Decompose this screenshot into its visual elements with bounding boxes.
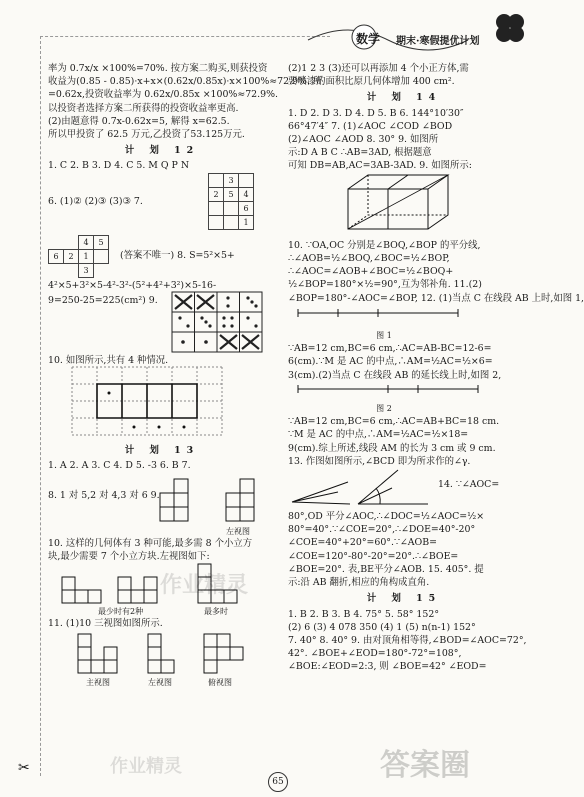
- answer-line: 示:沿 AB 翻折,相应的角构成直角.: [288, 577, 430, 589]
- cut-line-top: [40, 36, 330, 37]
- answer-line: 66°47′4″ 7. (1)∠AOC ∠COD ∠BOD: [288, 120, 453, 132]
- answer-line: 10. ∵OA,OC 分别是∠BOQ,∠BOP 的平分线,: [288, 239, 481, 251]
- view-caption: 最多时: [204, 607, 228, 617]
- section-title-12: 计 划 12: [124, 145, 200, 157]
- net-grid: [208, 173, 254, 231]
- angle-drawing: [288, 468, 438, 510]
- cube-net-figure-2: [48, 235, 276, 279]
- answer-line: 13. 作图如图所示,∠BCD 即为所求作的∠γ.: [288, 455, 471, 467]
- watermark-logo: 答案圈: [380, 748, 470, 783]
- answer-line: 1. A 2. A 3. C 4. D 5. -3 6. B 7.: [48, 460, 191, 472]
- cube-net-figure: [48, 173, 276, 235]
- answer-line: 1. C 2. B 3. D 4. C 5. M Q P N: [48, 160, 190, 172]
- intro-line: 以投资者选择方案二所获得的投资收益率更高.: [48, 102, 239, 114]
- answer-line: 10. 这样的几何体有 3 种可能,最多需 8 个小立方: [48, 537, 253, 549]
- grid-figure-10: [72, 367, 222, 437]
- watermark: 作业精灵: [110, 756, 182, 777]
- net-cell: 3: [224, 173, 239, 187]
- answer-line: 80°,OD 平分∠AOC,∴∠DOC=½∠AOC=½×: [288, 511, 485, 523]
- answer-line: ∵AB=12 cm,BC=6 cm,∴AC=AB-BC=12-6=: [288, 343, 492, 355]
- dice-figure: [48, 292, 276, 354]
- answer-line: 可知 DB=AB,AC=3AB-3AD. 9. 如图所示:: [288, 160, 472, 172]
- view-caption-left: 左视图: [148, 678, 172, 688]
- answer-line: ∴∠AOB=½∠BOQ,∠BOC=½∠BOP,: [288, 253, 450, 265]
- header-title: 期末·寒假提优计划: [396, 36, 480, 47]
- answer-line: ∠BOP=180°-∠AOC=∠BOP, 12. (1)当点 C 在线段 AB 上时,如图 1,: [288, 292, 584, 304]
- intro-line: =0.62x,投资收益率为 0.62x/0.85x ×100%≈72.9%.: [48, 89, 278, 101]
- scissors-icon: ✂: [18, 760, 30, 776]
- figure-caption-2: 图 2: [376, 404, 392, 414]
- right-column: [288, 62, 584, 674]
- net-cell: 2: [209, 187, 224, 201]
- answer-line: 9=250-25=225(cm²) 9.: [48, 294, 158, 306]
- clover-icon: [492, 10, 528, 46]
- page-header: [308, 10, 528, 54]
- answer-line: (2) 6 (3) 4 078 350 (4) 1 (5) n(n-1) 152°: [288, 621, 476, 633]
- intro-line: 率为 0.7x/x ×100%=70%. 按方案二购买,则获投资: [48, 63, 268, 74]
- answer-line: 6(cm).∵M 是 AC 的中点,∴AM=½AC=½×6=: [288, 356, 493, 368]
- view-drawing: [156, 473, 266, 529]
- answer-line: ∴∠AOC=∠AOB+∠BOC=½∠BOQ+: [288, 266, 454, 278]
- view-caption-front: 主视图: [86, 678, 110, 688]
- answer-line: (2)∠AOC ∠AOD 8. 30° 9. 如图所: [288, 134, 439, 146]
- answer-line: 9(cm).综上所述,线段 AM 的长为 3 cm 或 9 cm.: [288, 442, 496, 454]
- answer-line: 14. ∵∠AOC=: [438, 479, 500, 491]
- answer-line: (答案不唯一) 8. S=5²×5+: [120, 249, 235, 261]
- answer-line: 11. (1)10 三视图如图所示.: [48, 618, 163, 630]
- intro-line: 要喷漆的面积比原几何体增加 400 cm².: [288, 76, 455, 88]
- segment-figure-1: [288, 305, 518, 325]
- net-grid-2: 4 5 6 2 1 3: [48, 235, 109, 279]
- answer-line: 42°. ∠BOE+∠EOD=180°-72°=108°,: [288, 648, 462, 660]
- answer-line: 6. (1)② (2)③ (3)③ 7.: [48, 195, 143, 207]
- three-views-figure: [48, 630, 276, 688]
- segment-figure-2: [288, 382, 518, 398]
- section-title-13: 计 划 13: [124, 445, 200, 457]
- subject-label: 数学: [356, 32, 381, 46]
- answer-line: ½∠BOP=180°×½=90°,互为邻补角. 11.(2): [288, 279, 482, 291]
- answer-line: 块,最少需要 7 个小立方块.左视图如下:: [48, 550, 210, 562]
- section-title-14: 计 划 14: [366, 92, 442, 104]
- page-number: 65: [268, 772, 288, 792]
- net-cell: 5: [224, 187, 239, 201]
- net-cell: 6: [239, 202, 254, 216]
- intro-line: (2)由题意得 0.7x-0.62x=5, 解得 x=62.5.: [48, 115, 230, 127]
- answer-line: 7. 40° 8. 40° 9. 由对顶角相等得,∠BOD=∠AOC=72°,: [288, 634, 527, 646]
- cut-line-left: [40, 36, 41, 776]
- answer-line: 3(cm).(2)当点 C 在线段 AB 的延长线上时,如图 2,: [288, 369, 502, 381]
- answer-line: ∠BOE=20°. 表,BE平分∠AOB. 15. 405°. 提: [288, 563, 484, 575]
- answer-line: 示:D A B C ∴AB=3AD, 根据题意: [288, 147, 432, 159]
- answer-line: 10. 如图所示,共有 4 种情况.: [48, 354, 169, 366]
- answer-line: 4²×5+3²×5-4²-3²-(5²+4²+3²)×5-16-: [48, 279, 217, 291]
- view-caption-top: 俯视图: [208, 678, 232, 688]
- cuboid-figure: [288, 173, 518, 235]
- answer-line: ∠COE=40°+20°=60°.∵∠AOB=: [288, 537, 437, 549]
- answer-line: ∠BOE:∠EOD=2:3, 则 ∠BOE=42° ∠EOD=: [288, 661, 487, 673]
- view-caption: 左视图: [226, 526, 250, 536]
- net-cell: 1: [239, 216, 254, 230]
- answer-line: ∵M 是 AC 的中点,∴AM=½AC=½×18=: [288, 429, 469, 441]
- answer-line: 1. B 2. B 3. B 4. 75° 5. 58° 152°: [288, 608, 440, 620]
- dice-grid: [172, 292, 262, 352]
- answer-line: ∠COE=120°-80°-20°=20°.∴∠BOE=: [288, 550, 459, 562]
- section-title-15: 计 划 15: [366, 593, 442, 605]
- net-cell: 4: [239, 187, 254, 201]
- angle-figure: [288, 468, 520, 510]
- view-caption: 最少时有2种: [98, 607, 144, 617]
- intro-line: 收益为(0.85 - 0.85)·x+x×(0.62x/0.85x)·x×100%≈72.9%. 所: [48, 76, 323, 88]
- answer-line: 8. 1 对 5,2 对 4,3 对 6 9.: [48, 489, 160, 501]
- watermark: 作业精灵: [160, 572, 249, 598]
- answer-line: 1. D 2. D 3. D 4. D 5. B 6. 144°10′30″: [288, 107, 464, 119]
- views-figure-13: [48, 473, 276, 537]
- answer-line: ∵AB=12 cm,BC=6 cm,∴AC=AB+BC=18 cm.: [288, 416, 500, 428]
- intro-line: (2)1 2 3 (3)还可以再添加 4 个小正方体,需: [288, 63, 469, 74]
- answer-line: 80°=40°.∵∠COE=20°,∴∠DOE=40°-20°: [288, 524, 476, 536]
- intro-line: 所以甲投资了 62.5 万元,乙投资了53.125万元.: [48, 129, 245, 141]
- three-views-drawing: [48, 630, 258, 676]
- figure-caption-1: 图 1: [376, 331, 392, 341]
